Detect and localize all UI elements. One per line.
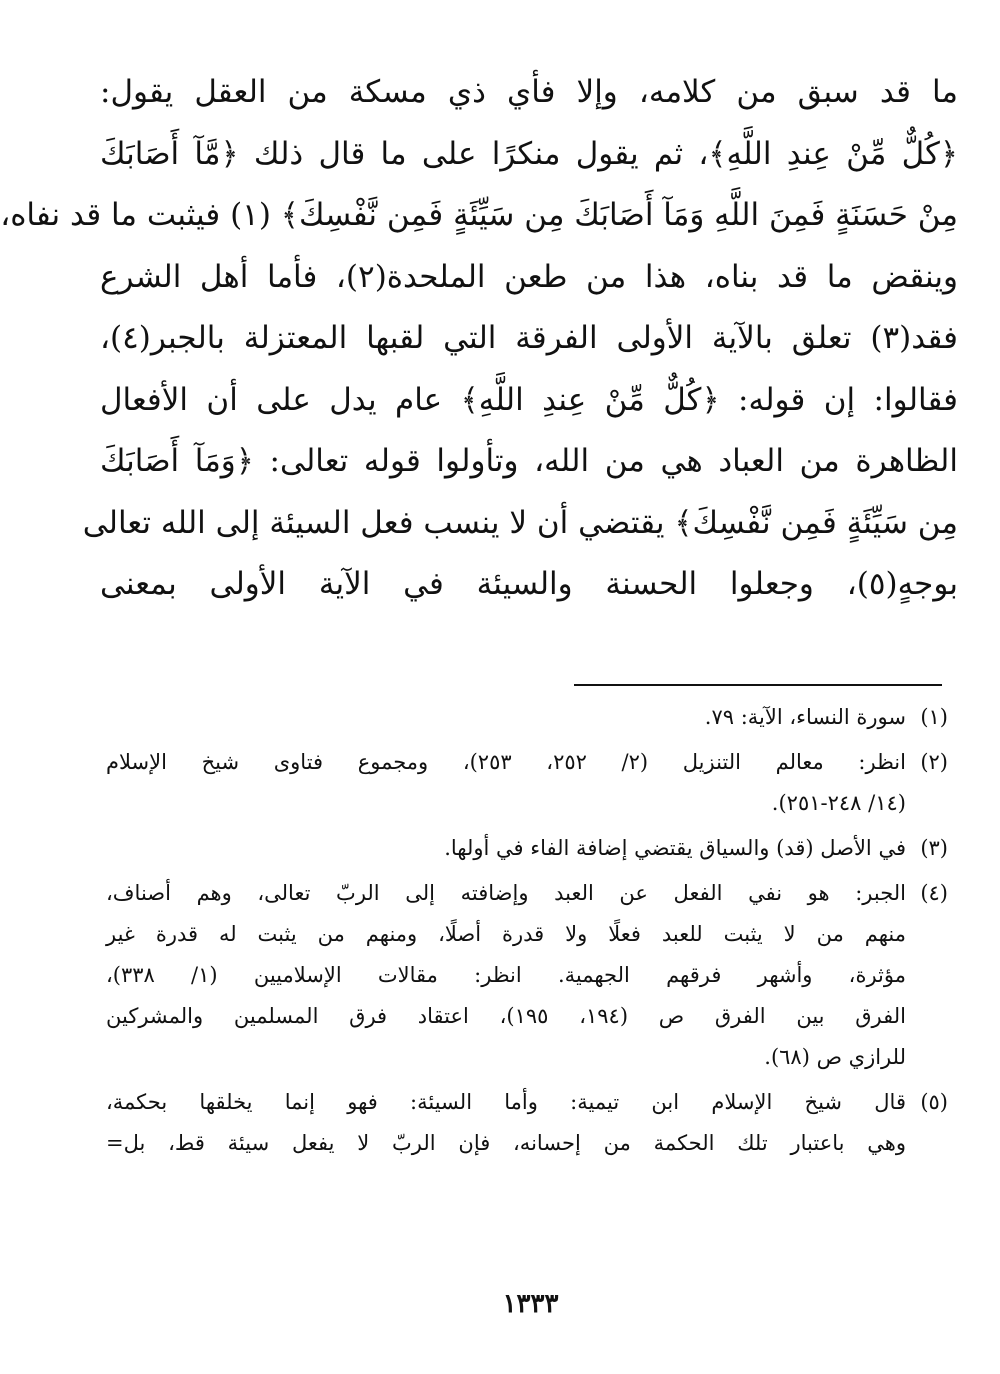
footnote-line: الجبر: هو نفي الفعل عن العبد وإضافته إلى الربّ تعالى، وهم أصناف، <box>106 881 906 905</box>
main-text-line: مِنْ حَسَنَةٍ فَمِنَ اللَّهِ وَمَآ أَصَابَكَ مِن سَيِّئَةٍ فَمِن نَّفْسِكَ﴾ (١) فيثبت ما قد نفاه، <box>0 197 958 233</box>
footnote-3 <box>106 828 948 869</box>
footnote-2 <box>106 742 948 824</box>
footnote-body <box>106 1082 906 1164</box>
footnotes-section <box>106 697 948 1164</box>
footnote-4 <box>106 873 948 1078</box>
footnote-line: انظر: معالم التنزيل (٢/ ٢٥٢، ٢٥٣)، ومجموع فتاوى شيخ الإسلام <box>106 750 906 774</box>
main-text-block <box>0 62 958 616</box>
footnote-line: (١٤/ ٢٤٨-٢٥١). <box>771 791 906 815</box>
footnote-separator-rule <box>574 684 942 686</box>
main-text-line: مِن سَيِّئَةٍ فَمِن نَّفْسِكَ﴾ يقتضي أن لا ينسب فعل السيئة إلى الله تعالى <box>82 504 958 541</box>
footnote-line: الفرق بين الفرق ص (١٩٤، ١٩٥)، اعتقاد فرق المسلمين والمشركين <box>106 1004 906 1028</box>
main-text-line: فقد(٣) تعلق بالآية الأولى الفرقة التي لقبها المعتزلة بالجبر(٤)، <box>100 320 958 356</box>
footnote-line: في الأصل (قد) والسياق يقتضي إضافة الفاء في أولها. <box>444 836 906 860</box>
main-text-line: فقالوا: إن قوله: ﴿كُلٌّ مِّنْ عِندِ اللَّهِ﴾ عام يدل على أن الأفعال <box>100 381 958 418</box>
footnote-5 <box>106 1082 948 1164</box>
footnote-number: (٣) <box>920 836 948 860</box>
footnote-line: مؤثرة، وأشهر فرقهم الجهمية. انظر: مقالات الإسلاميين (١/ ٣٣٨)، <box>106 963 906 987</box>
footnote-number: (١) <box>920 705 948 729</box>
footnote-body <box>106 828 906 869</box>
main-text-line: ما قد سبق من كلامه، وإلا فأي ذي مسكة من العقل يقول: <box>100 74 958 110</box>
footnote-line: للرازي ص (٦٨). <box>764 1045 906 1069</box>
main-text-line: بوجهٍ(٥)، وجعلوا الحسنة والسيئة في الآية الأولى بمعنى <box>100 566 958 602</box>
footnote-number: (٢) <box>920 750 948 774</box>
footnote-number: (٥) <box>920 1090 948 1114</box>
footnote-body <box>106 697 906 738</box>
page-number: ١٣٣٣ <box>502 1289 559 1319</box>
footnote-number: (٤) <box>920 881 948 905</box>
main-text-line: الظاهرة من العباد هي من الله، وتأولوا قوله تعالى: ﴿وَمَآ أَصَابَكَ <box>100 443 958 479</box>
main-text-line: ﴿كُلٌّ مِّنْ عِندِ اللَّهِ﴾، ثم يقول منكرًا على ما قال ذلك ﴿مَّآ أَصَابَكَ <box>100 135 958 172</box>
footnote-body <box>106 742 906 824</box>
footnote-line: سورة النساء، الآية: ٧٩. <box>704 705 906 729</box>
footnote-line: منهم من لا يثبت للعبد فعلًا ولا قدرة أصلًا، ومنهم من يثبت له قدرة غير <box>106 922 906 946</box>
footnote-body <box>106 873 906 1078</box>
main-text-line: وينقض ما قد بناه، هذا من طعن الملحدة(٢)، فأما أهل الشرع <box>100 258 958 295</box>
footnote-line: قال شيخ الإسلام ابن تيمية: وأما السيئة: فهو إنما يخلقها بحكمة، <box>106 1090 906 1114</box>
footnote-1 <box>106 697 948 738</box>
footnote-line: وهي باعتبار تلك الحكمة من إحسانه، فإن الربّ لا يفعل سيئة قط، بل= <box>106 1131 906 1155</box>
